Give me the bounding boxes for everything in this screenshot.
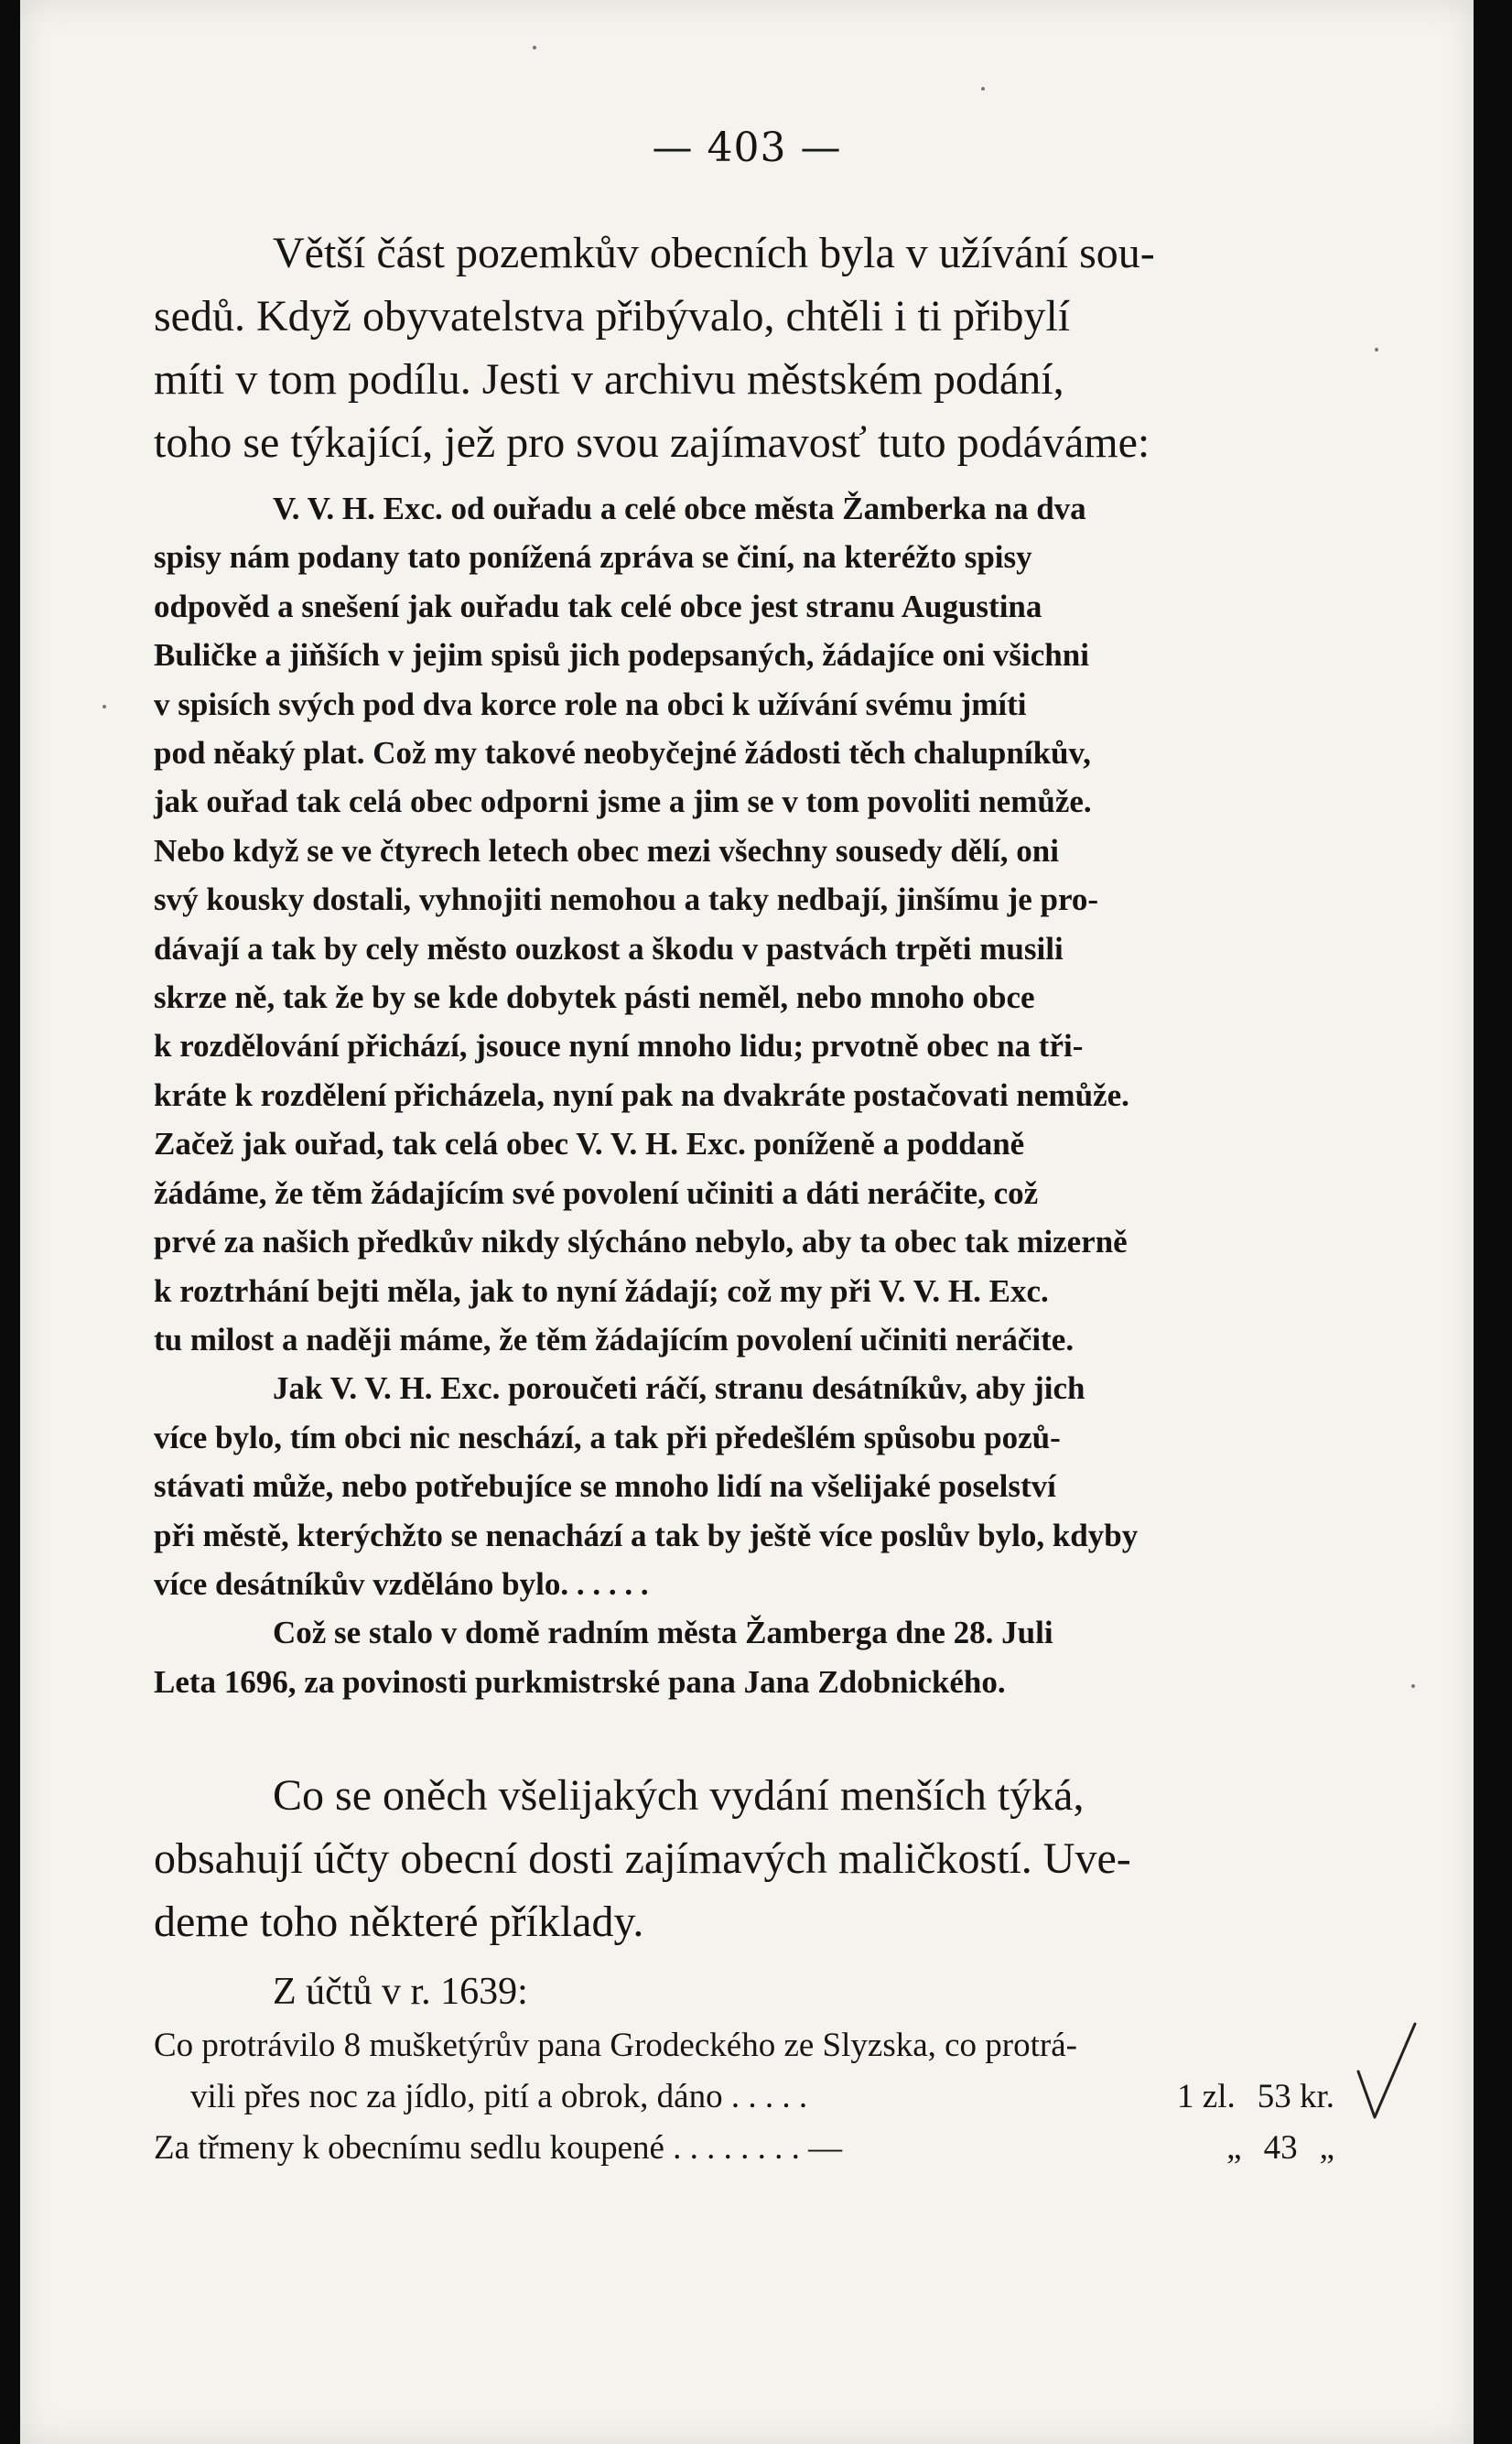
- letter-line: [154, 1462, 1334, 1510]
- letter-line-content: tu milost a naději máme, že těm žádajícím povolení učiniti neráčite.: [154, 1321, 1075, 1357]
- letter-line: [154, 729, 1334, 777]
- scan-speck: [533, 46, 536, 49]
- letter-line: [154, 973, 1334, 1022]
- letter-line-content: více bylo, tím obci nic neschází, a tak při předešlém spůsobu pozů-: [154, 1419, 1061, 1455]
- letter-line: [154, 631, 1334, 679]
- letter-line-content: kráte k rozdělení přicházela, nyní pak na dvakráte postačovati nemůže.: [154, 1076, 1129, 1113]
- letter-line-content: dávají a tak by cely město ouzkost a škodu v pastvách trpěti musili: [154, 930, 1064, 967]
- ditto-mark: „: [1319, 2129, 1334, 2167]
- paragraph-expenses: [154, 1764, 1334, 1953]
- text-line-content: deme toho některé příklady.: [154, 1898, 644, 1946]
- letter-line-content: žádáme, že těm žádajícím své povolení učiniti a dáti neráčite, což: [154, 1174, 1039, 1211]
- letter-line: [154, 1022, 1334, 1070]
- letter-line: [154, 582, 1334, 631]
- page-number: — 403 —: [652, 124, 842, 171]
- letter-line-content: k rozdělování přichází, jsouce nyní mnoho lidu; prvotně obec na tři-: [154, 1028, 1084, 1065]
- text-line-content: Co se oněch všelijakých vydání menších týká,: [273, 1771, 1085, 1820]
- handwritten-check-mark: [1355, 2018, 1419, 2128]
- text-line-content: obsahují účty obecní dosti zajímavých maličkostí. Uve-: [154, 1834, 1131, 1883]
- letter-line: [154, 1071, 1334, 1119]
- scan-speck: [103, 705, 106, 708]
- letter-line: [154, 1169, 1334, 1217]
- letter-line: [154, 484, 1334, 533]
- text-line: [154, 222, 1334, 285]
- letter-line: [154, 777, 1334, 826]
- letter-line-content: V. V. H. Exc. od ouřadu a celé obce města Žamberka na dva: [273, 491, 1086, 526]
- amount-zl: 1 zl.: [1177, 2078, 1236, 2115]
- letter-line-content: pod něaký plat. Což my takové neobyčejné žádosti těch chalupníkův,: [154, 735, 1091, 772]
- letter-line-content: Začež jak ouřad, tak celá obec V. V. H. Exc. poníženě a poddaně: [154, 1126, 1025, 1163]
- letter-line-content: Nebo když se ve čtyrech letech obec mezi všechny sousedy dělí, oni: [154, 832, 1059, 869]
- letter-line-content: více desátníkův vzděláno bylo. . . . . .: [154, 1565, 649, 1602]
- account-line-text: Za třmeny k obecnímu sedlu koupené . . . . . . . . —: [154, 2129, 843, 2167]
- book-page: [20, 0, 1474, 2444]
- account-line-text: Co protrávilo 8 mušketýrův pana Grodeckého ze Slyzska, co protrá-: [154, 2027, 1077, 2064]
- letter-line: [154, 1364, 1334, 1412]
- amount-kr: 53 kr.: [1257, 2078, 1334, 2115]
- amount-kr: 43: [1263, 2129, 1298, 2167]
- letter-line: [154, 1315, 1334, 1364]
- letter-line: [154, 827, 1334, 875]
- text-line: [154, 285, 1334, 348]
- letter-line-content: stávati může, nebo potřebujíce se mnoho lidí na všelijaké poselství: [154, 1468, 1056, 1505]
- account-line: [154, 2071, 1334, 2123]
- letter-quotation: [154, 484, 1334, 1706]
- letter-line: [154, 533, 1334, 581]
- letter-line-content: v spisích svých pod dva korce role na obci k užívání svému jmíti: [154, 686, 1027, 722]
- text-line-content: sedů. Když obyvatelstva přibývalo, chtěli i ti přibylí: [154, 292, 1071, 341]
- letter-line: [154, 1119, 1334, 1168]
- letter-line-content: Jak V. V. H. Exc. poroučeti ráčí, stranu desátníkův, aby jich: [273, 1370, 1085, 1407]
- letter-line: [154, 875, 1334, 924]
- letter-line: [154, 1217, 1334, 1266]
- paragraph-intro: [154, 222, 1334, 474]
- letter-line: [154, 1608, 1334, 1657]
- text-line: [154, 348, 1334, 411]
- accounts-section: [154, 1963, 1334, 2174]
- scan-speck: [1411, 1684, 1415, 1688]
- accounts-heading-text: Z účtů v r. 1639:: [273, 1971, 528, 2013]
- letter-line-content: svý kousky dostali, vyhnojiti nemohou a taky nedbají, jinšímu je pro-: [154, 881, 1099, 918]
- text-line: [154, 411, 1334, 474]
- text-line: [154, 1890, 1334, 1953]
- letter-line-content: jak ouřad tak celá obec odporni jsme a jim se v tom povoliti nemůže.: [154, 784, 1092, 820]
- text-line: [154, 1764, 1334, 1827]
- letter-line: [154, 680, 1334, 729]
- ditto-mark: „: [1226, 2129, 1242, 2167]
- letter-line: [154, 1658, 1334, 1706]
- text-line: [154, 1827, 1334, 1890]
- letter-line-content: při městě, kterýchžto se nenachází a tak by ještě více poslův bylo, kdyby: [154, 1517, 1139, 1553]
- letter-line: [154, 925, 1334, 973]
- text-line-content: míti v tom podílu. Jesti v archivu městském podání,: [154, 355, 1064, 404]
- scan-speck: [1375, 348, 1378, 351]
- letter-line-content: prvé za našich předkův nikdy slýcháno nebylo, aby ta obec tak mizerně: [154, 1224, 1128, 1260]
- letter-line: [154, 1267, 1334, 1315]
- account-line-text: vili přes noc za jídlo, pití a obrok, dáno . . . . .: [190, 2078, 808, 2115]
- letter-line-content: odpověd a snešení jak ouřadu tak celé obce jest stranu Augustina: [154, 588, 1042, 624]
- accounts-heading: [154, 1963, 1334, 2020]
- letter-line-content: spisy nám podany tato ponížená zpráva se činí, na kteréžto spisy: [154, 539, 1032, 576]
- letter-line: [154, 1413, 1334, 1462]
- text-line-content: toho se týkající, jež pro svou zajímavosť tuto podáváme:: [154, 418, 1150, 467]
- scan-speck: [981, 87, 985, 91]
- letter-line-content: skrze ně, tak že by se kde dobytek pásti neměl, nebo mnoho obce: [154, 979, 1035, 1016]
- letter-line: [154, 1560, 1334, 1608]
- account-line: [154, 2123, 1334, 2174]
- letter-line-content: Leta 1696, za povinosti purkmistrské pana Jana Zdobnického.: [154, 1663, 1006, 1700]
- letter-line-content: k roztrhání bejti měla, jak to nyní žádají; což my při V. V. H. Exc.: [154, 1272, 1049, 1309]
- account-line: [154, 2020, 1334, 2071]
- letter-line: [154, 1511, 1334, 1560]
- letter-line-content: Což se stalo v domě radním města Žamberga dne 28. Juli: [273, 1615, 1053, 1651]
- letter-line-content: Buličke a jiňších v jejim spisů jich podepsaných, žádajíce oni všichni: [154, 637, 1089, 674]
- text-line-content: Větší část pozemkův obecních byla v užívání sou-: [273, 229, 1155, 277]
